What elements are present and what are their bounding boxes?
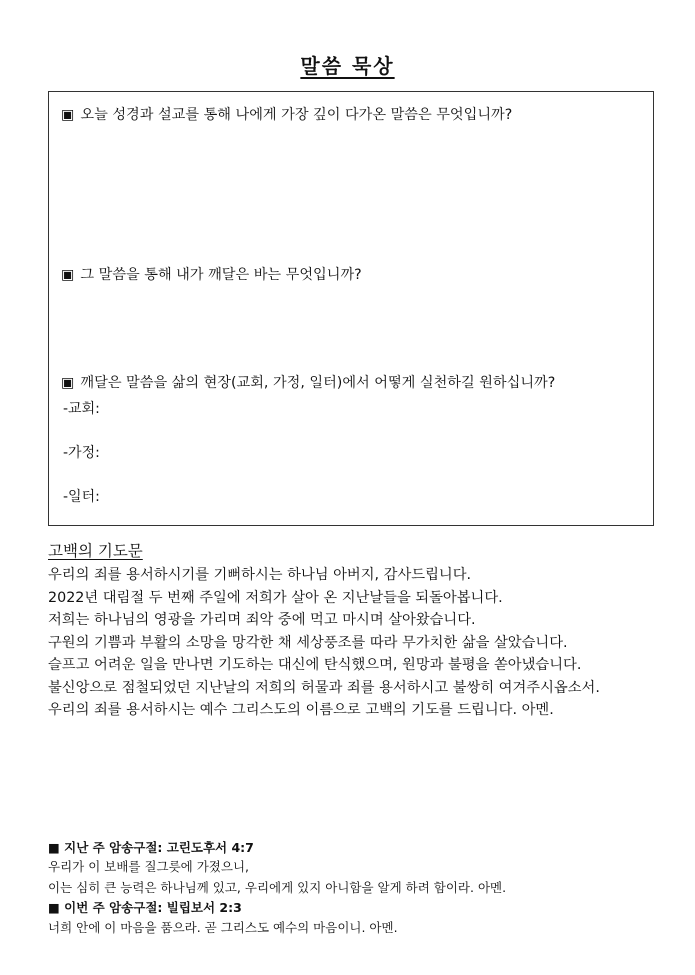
checkbox-square-icon: ▣ (61, 375, 75, 391)
home-label: -가정: (63, 445, 100, 461)
prayer-line: 2022년 대림절 두 번째 주일에 저희가 살아 온 지난날들을 되돌아봅니다. (48, 589, 503, 606)
work-label: -일터: (63, 489, 100, 505)
church-label: -교회: (63, 401, 100, 417)
question-3 (61, 372, 555, 392)
question-1 (61, 104, 512, 124)
question-3-text: 깨달은 말씀을 삶의 현장(교회, 가정, 일터)에서 어떻게 실천하길 원하십니까? (80, 375, 556, 391)
prayer-line: 우리의 죄를 용서하시는 예수 그리스도의 이름으로 고백의 기도를 드립니다. 아멘. (48, 702, 554, 718)
question-2 (61, 264, 362, 284)
checkbox-square-icon: ▣ (61, 267, 75, 283)
last-week-verse-line: 우리가 이 보배를 질그릇에 가졌으니, (48, 859, 249, 874)
prayer-text (48, 564, 673, 722)
meditation-box (48, 91, 654, 526)
prayer-line: 저희는 하나님의 영광을 가리며 죄악 중에 먹고 마시며 살아왔습니다. (48, 612, 476, 628)
question-1-text: 오늘 성경과 설교를 통해 나에게 가장 깊이 다가온 말씀은 무엇입니까? (80, 107, 513, 123)
this-week-verse-heading: ■ 이번 주 암송구절: 빌립보서 2:3 (48, 900, 242, 915)
page-title: 말씀 묵상 (300, 54, 395, 78)
prayer-line: 구원의 기쁨과 부활의 소망을 망각한 채 세상풍조를 따라 무가치한 삶을 살았습니다. (48, 634, 568, 651)
this-week-verse-line: 너희 안에 이 마음을 품으라. 곧 그리스도 예수의 마음이니. 아멘. (48, 920, 398, 935)
question-2-text: 그 말씀을 통해 내가 깨달은 바는 무엇입니까? (80, 267, 362, 283)
last-week-verse-heading: ■ 지난 주 암송구절: 고린도후서 4:7 (48, 840, 254, 855)
prayer-line: 우리의 죄를 용서하시기를 기뻐하시는 하나님 아버지, 감사드립니다. (48, 567, 472, 583)
prayer-line: 슬프고 어려운 일을 만나면 기도하는 대신에 탄식했으며, 원망과 불평을 쏟아냈습니다. (48, 657, 582, 673)
prayer-title: 고백의 기도문 (48, 542, 143, 560)
last-week-verse-line: 이는 심히 큰 능력은 하나님께 있고, 우리에게 있지 아니함을 알게 하려 함이라. 아멘. (48, 880, 507, 895)
prayer-line: 불신앙으로 점철되었던 지난날의 저희의 허물과 죄를 용서하시고 불쌍히 여겨주시옵소서. (48, 679, 600, 696)
checkbox-square-icon: ▣ (61, 107, 75, 123)
